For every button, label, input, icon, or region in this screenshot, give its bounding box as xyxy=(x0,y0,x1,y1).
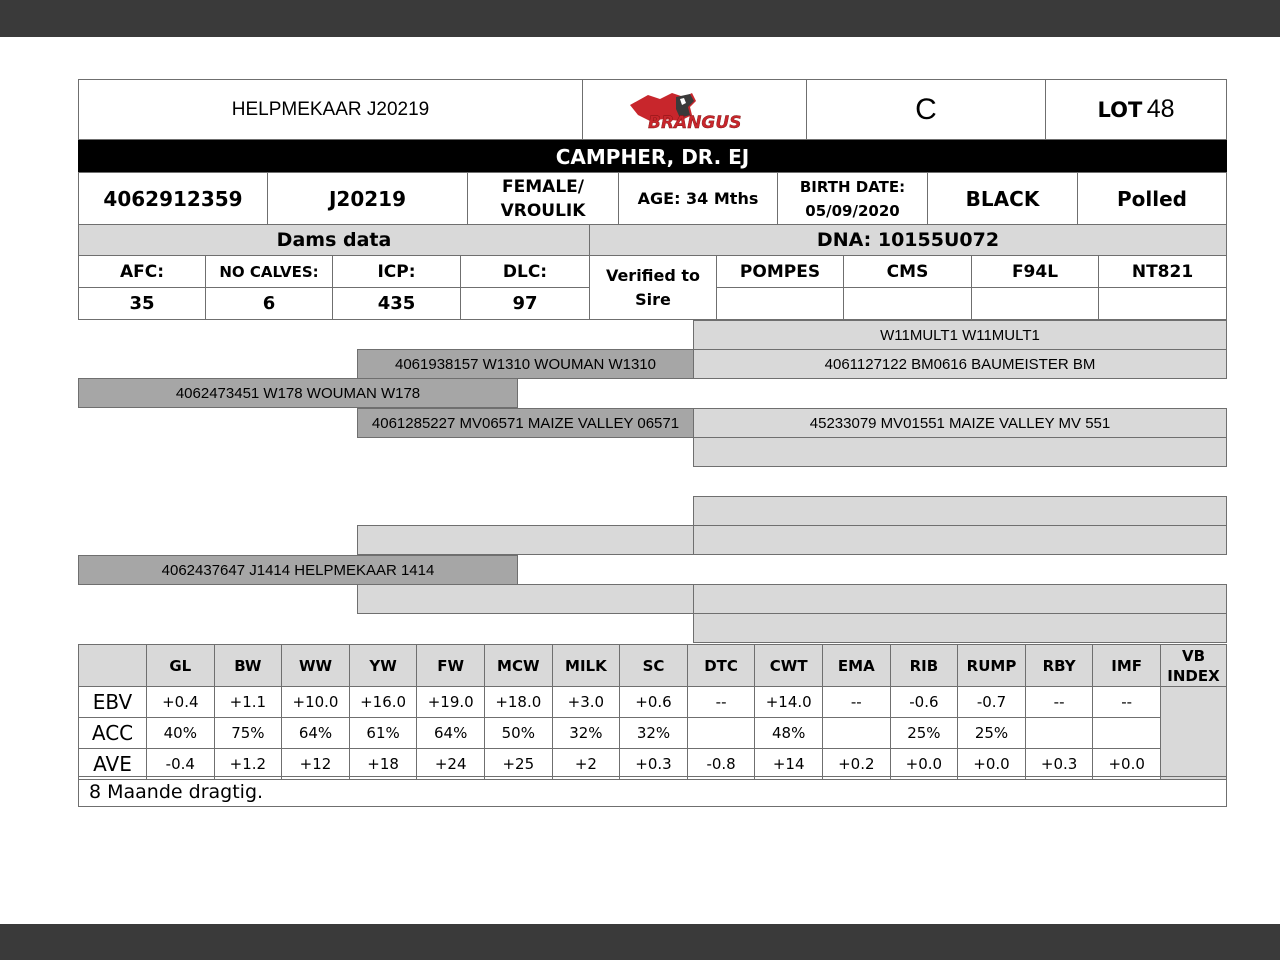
grade-cell xyxy=(806,79,1046,140)
animal-id-text: J20219 xyxy=(328,186,407,211)
ebv-ema-text: -- xyxy=(850,693,862,711)
trait-header-cwt-text: CWT xyxy=(769,656,808,675)
birth-date-cell xyxy=(777,172,928,225)
trait-header-rib-text: RIB xyxy=(909,656,939,675)
dna-header-cms xyxy=(843,255,972,288)
ebv-ema xyxy=(822,686,891,718)
ebv-gl-text: +0.4 xyxy=(162,693,199,711)
trait-header-fw xyxy=(416,644,485,687)
ebv-fw xyxy=(416,686,485,718)
pedigree-sire-sire-dam xyxy=(693,349,1227,379)
dna-header-f94l-text: F94L xyxy=(1011,261,1059,282)
colour-text: BLACK xyxy=(965,186,1040,211)
acc-fw-text: 64% xyxy=(434,724,468,742)
pedigree-dam-sire xyxy=(357,525,694,555)
ebv-rib-text: -0.6 xyxy=(909,693,939,711)
trait-header-imf xyxy=(1092,644,1161,687)
dams-data-title-text: Dams data xyxy=(276,229,392,251)
registration-number-text: 4062912359 xyxy=(103,186,243,211)
pedigree-sire-sire-text: 4061938157 W1310 WOUMAN W1310 xyxy=(395,355,656,373)
pedigree-sire-sire-dam-text: 4061127122 BM0616 BAUMEISTER BM xyxy=(824,355,1096,373)
acc-milk-text: 32% xyxy=(569,724,603,742)
dna-title xyxy=(589,224,1227,256)
dna-value-nt821 xyxy=(1098,287,1227,320)
dna-value-cms xyxy=(843,287,972,320)
dams-header-afc xyxy=(78,255,206,288)
dna-header-f94l xyxy=(971,255,1099,288)
ebv-milk xyxy=(552,686,621,718)
ebv-rump-text: -0.7 xyxy=(976,693,1007,711)
trait-header-gl-text: GL xyxy=(169,656,192,675)
ebv-ww xyxy=(281,686,350,718)
lot-label: LOT xyxy=(1097,97,1143,122)
trait-header-dtc-text: DTC xyxy=(704,656,738,675)
acc-rump-text: 25% xyxy=(974,724,1009,742)
ebv-ww-text: +10.0 xyxy=(292,693,339,711)
birth-date-label: BIRTH DATE: xyxy=(799,177,906,196)
dams-data-title xyxy=(78,224,590,256)
lot-cell xyxy=(1045,79,1227,140)
trait-header-sc xyxy=(619,644,688,687)
dams-value-no-calves-text: 6 xyxy=(262,293,276,314)
animal-id xyxy=(267,172,468,225)
dams-value-dlc xyxy=(460,287,590,320)
ebv-gl xyxy=(146,686,215,718)
trait-header-cwt xyxy=(754,644,823,687)
dams-header-icp-text: ICP: xyxy=(377,261,416,282)
trait-header-rby xyxy=(1025,644,1094,687)
trait-header-dtc xyxy=(687,644,756,687)
acc-bw xyxy=(214,717,283,749)
ebv-sc xyxy=(619,686,688,718)
ave-rump-text: +0.0 xyxy=(973,755,1010,773)
acc-imf xyxy=(1092,717,1161,749)
trait-header-yw xyxy=(349,644,418,687)
verified-line1: Verified to xyxy=(605,265,701,285)
trait-header-ww-text: WW xyxy=(298,656,333,675)
pedigree-sire-dam-dam xyxy=(693,437,1227,467)
dams-value-icp xyxy=(332,287,461,320)
trait-header-sc-text: SC xyxy=(642,656,665,675)
dams-value-afc xyxy=(78,287,206,320)
pedigree-dam-text: 4062437647 J1414 HELPMEKAAR 1414 xyxy=(161,561,435,579)
ave-mcw-text: +25 xyxy=(502,755,535,773)
ebv-mcw xyxy=(484,686,553,718)
acc-fw xyxy=(416,717,485,749)
acc-milk xyxy=(552,717,621,749)
ave-yw-text: +18 xyxy=(367,755,399,773)
vb-index-value xyxy=(1160,686,1227,780)
animal-name xyxy=(78,79,583,140)
ebv-yw-text: +16.0 xyxy=(360,693,407,711)
trait-header-yw-text: YW xyxy=(369,656,397,675)
ebv-dtc-text: -- xyxy=(715,693,727,711)
trait-header-rib xyxy=(890,644,959,687)
pedigree-dam xyxy=(78,555,518,585)
pedigree-sire xyxy=(78,378,518,408)
ebv-cwt xyxy=(754,686,823,718)
vb-index-header-index-line1: VB xyxy=(1181,646,1206,665)
ebv-milk-text: +3.0 xyxy=(567,693,605,711)
trait-header-ema-text: EMA xyxy=(837,656,875,675)
trait-header-gl xyxy=(146,644,215,687)
pedigree-dam-sire-dam xyxy=(693,525,1227,555)
ebv-yw xyxy=(349,686,418,718)
ebv-imf-text: -- xyxy=(1121,693,1133,711)
trait-header-mcw xyxy=(484,644,553,687)
ebv-mcw-text: +18.0 xyxy=(495,693,542,711)
pedigree-sire-sire-sire-text: W11MULT1 W11MULT1 xyxy=(880,326,1040,344)
ave-bw-text: +1.2 xyxy=(229,755,267,773)
dams-value-afc-text: 35 xyxy=(129,293,155,314)
pedigree-dam-dam-sire xyxy=(693,584,1227,614)
dams-value-icp-text: 435 xyxy=(377,293,416,314)
pedigree-sire-text: 4062473451 W178 WOUMAN W178 xyxy=(175,384,421,402)
ave-ww-text: +12 xyxy=(299,755,332,773)
remarks-text: 8 Maande dragtig. xyxy=(89,780,264,803)
ebv-rib xyxy=(890,686,959,718)
acc-sc xyxy=(619,717,688,749)
trait-header-bw-text: BW xyxy=(234,656,262,675)
trait-header-milk-text: MILK xyxy=(565,656,607,675)
trait-header-bw xyxy=(214,644,283,687)
row-label-ebv-text: EBV xyxy=(92,690,133,714)
trait-header-ema xyxy=(822,644,891,687)
birth-date-value: 05/09/2020 xyxy=(805,201,900,220)
pedigree-sire-sire xyxy=(357,349,694,379)
row-label-acc-text: ACC xyxy=(91,721,134,745)
dna-title-text: DNA: 10155U072 xyxy=(816,229,1000,251)
owner-name xyxy=(78,140,1227,173)
dams-value-no-calves xyxy=(205,287,333,320)
ebv-imf xyxy=(1092,686,1161,718)
pedigree-dam-dam-dam xyxy=(693,613,1227,643)
acc-yw xyxy=(349,717,418,749)
trait-header-mcw-text: MCW xyxy=(497,656,540,675)
acc-rump xyxy=(957,717,1026,749)
ebv-cwt-text: +14.0 xyxy=(765,693,812,711)
ebv-bw xyxy=(214,686,283,718)
grade-value: C xyxy=(915,92,937,126)
acc-cwt-text: 48% xyxy=(772,724,806,742)
trait-header-rump-text: RUMP xyxy=(966,656,1017,675)
dams-header-afc-text: AFC: xyxy=(119,261,165,282)
top-frame-bar xyxy=(0,0,1280,37)
ave-ema-text: +0.2 xyxy=(838,755,875,773)
brangus-logo xyxy=(582,79,807,140)
row-label-ebv xyxy=(78,686,147,718)
registration-number xyxy=(78,172,268,225)
acc-yw-text: 61% xyxy=(366,724,400,742)
ave-gl-text: -0.4 xyxy=(165,755,195,773)
ave-sc-text: +0.3 xyxy=(635,755,672,773)
acc-sc-text: 32% xyxy=(636,724,671,742)
acc-ww-text: 64% xyxy=(298,724,333,742)
dna-value-f94l xyxy=(971,287,1099,320)
dna-header-nt821 xyxy=(1098,255,1227,288)
ave-imf-text: +0.0 xyxy=(1108,755,1145,773)
pedigree-sire-sire-sire xyxy=(693,320,1227,350)
acc-gl-text: 40% xyxy=(163,724,197,742)
pedigree-dam-sire-sire xyxy=(693,496,1227,526)
dams-header-no-calves-text: NO CALVES: xyxy=(219,262,319,281)
trait-header-imf-text: IMF xyxy=(1111,656,1143,675)
trait-header-ww xyxy=(281,644,350,687)
ebv-rump xyxy=(957,686,1026,718)
acc-dtc xyxy=(687,717,756,749)
ebv-fw-text: +19.0 xyxy=(427,693,474,711)
pedigree-sire-dam-sire-text: 45233079 MV01551 MAIZE VALLEY MV 551 xyxy=(809,414,1111,432)
acc-bw-text: 75% xyxy=(231,724,265,742)
row-label-acc xyxy=(78,717,147,749)
lot-number: 48 xyxy=(1146,95,1175,123)
acc-mcw-text: 50% xyxy=(501,724,535,742)
ebv-rby xyxy=(1025,686,1094,718)
acc-rib-text: 25% xyxy=(907,724,941,742)
dams-header-icp xyxy=(332,255,461,288)
ebv-sc-text: +0.6 xyxy=(635,693,672,711)
horn-status-text: Polled xyxy=(1117,186,1187,211)
brangus-logo-graphic xyxy=(620,85,770,135)
sex-line2: VROULIK xyxy=(500,200,586,221)
row-label-ave-text: AVE xyxy=(93,752,132,776)
ebv-rby-text: -- xyxy=(1053,693,1065,711)
ave-rib-text: +0.0 xyxy=(905,755,943,773)
dna-header-nt821-text: NT821 xyxy=(1131,261,1194,282)
ebv-bw-text: +1.1 xyxy=(229,693,267,711)
dams-header-no-calves xyxy=(205,255,333,288)
logo-wordmark: BRANGUS xyxy=(647,112,741,133)
ave-fw-text: +24 xyxy=(434,755,467,773)
acc-rib xyxy=(890,717,959,749)
age-text: AGE: 34 Mths xyxy=(637,189,759,208)
sex-line1: FEMALE/ xyxy=(502,176,584,197)
ave-dtc-text: -0.8 xyxy=(706,755,736,773)
pedigree-sire-dam-text: 4061285227 MV06571 MAIZE VALLEY 06571 xyxy=(371,414,680,432)
acc-mcw xyxy=(484,717,553,749)
animal-name-text: HELPMEKAAR J20219 xyxy=(231,98,430,120)
ave-rby-text: +0.3 xyxy=(1040,755,1078,773)
trait-header-rump xyxy=(957,644,1026,687)
ebv-dtc xyxy=(687,686,756,718)
genetics-corner xyxy=(78,644,147,687)
vb-index-header-index-line2: INDEX xyxy=(1167,666,1220,685)
dams-header-dlc xyxy=(460,255,590,288)
dna-header-pompes xyxy=(716,255,844,288)
owner-name-text: CAMPHER, DR. EJ xyxy=(555,144,750,169)
acc-gl xyxy=(146,717,215,749)
acc-cwt xyxy=(754,717,823,749)
ave-cwt-text: +14 xyxy=(772,755,805,773)
pedigree-dam-dam xyxy=(357,584,694,614)
dna-header-cms-text: CMS xyxy=(886,261,929,282)
acc-rby xyxy=(1025,717,1094,749)
dna-header-pompes-text: POMPES xyxy=(739,261,821,282)
trait-header-milk xyxy=(552,644,621,687)
horn-status-cell xyxy=(1077,172,1227,225)
ave-milk-text: +2 xyxy=(574,755,597,773)
trait-header-rby-text: RBY xyxy=(1042,656,1076,675)
bottom-frame-bar xyxy=(0,924,1280,960)
age-cell xyxy=(618,172,778,225)
verified-to-sire xyxy=(589,255,717,320)
sex-cell xyxy=(467,172,619,225)
dams-header-dlc-text: DLC: xyxy=(502,261,548,282)
pedigree-sire-dam-sire xyxy=(693,408,1227,438)
dna-value-pompes xyxy=(716,287,844,320)
acc-ww xyxy=(281,717,350,749)
acc-ema xyxy=(822,717,891,749)
dams-value-dlc-text: 97 xyxy=(512,293,538,314)
colour-cell xyxy=(927,172,1078,225)
vb-index-header xyxy=(1160,644,1227,687)
verified-line2: Sire xyxy=(635,289,671,309)
pedigree-sire-dam xyxy=(357,408,694,438)
trait-header-fw-text: FW xyxy=(437,656,465,675)
remarks xyxy=(78,776,1227,807)
